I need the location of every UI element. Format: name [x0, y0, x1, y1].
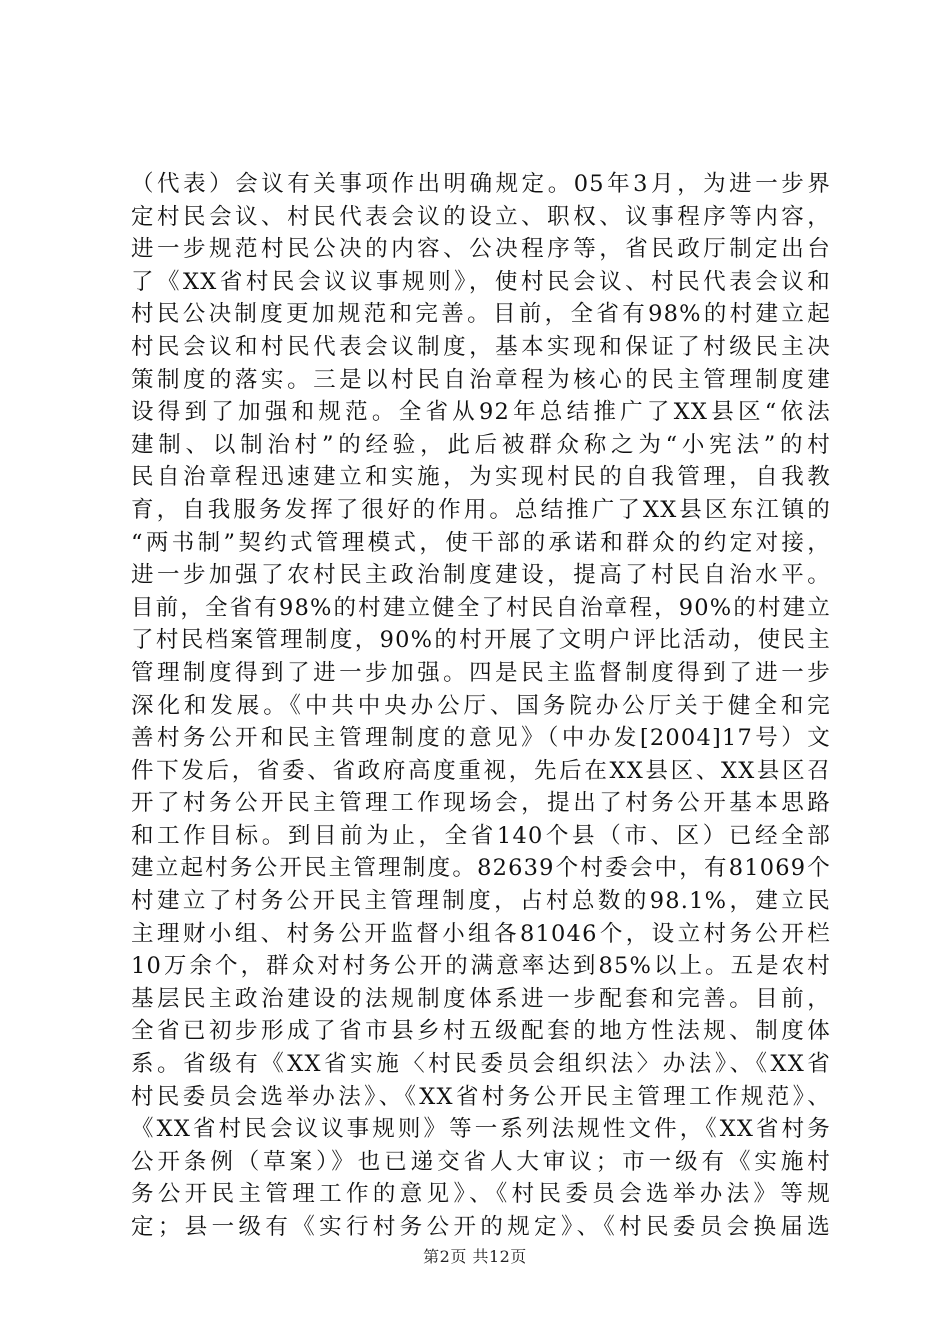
text-line: 《XX省村民会议议事规则》等一系列法规性文件，《XX省村务 [131, 1116, 831, 1143]
text-line: 和工作目标。到目前为止，全省140个县（市、区）已经全部 [131, 822, 831, 849]
text-line: 10万余个，群众对村务公开的满意率达到85%以上。五是农村 [131, 953, 831, 980]
text-line: 育，自我服务发挥了很好的作用。总结推广了XX县区东江镇的 [131, 496, 831, 523]
text-line: 务公开民主管理工作的意见》、《村民委员会选举办法》等规 [131, 1181, 831, 1208]
page-number-label: 第2页 共12页 [423, 1247, 527, 1266]
text-line: 建制、以制治村”的经验，此后被群众称之为“小宪法”的村 [131, 431, 831, 458]
text-line: “两书制”契约式管理模式，使干部的承诺和群众的约定对接， [131, 529, 831, 556]
text-line: 了《XX省村民会议议事规则》，使村民会议、村民代表会议和 [131, 268, 831, 295]
text-line: 了村民档案管理制度，90%的村开展了文明户评比活动，使民主 [131, 627, 831, 654]
text-line: 开了村务公开民主管理工作现场会，提出了村务公开基本思路 [131, 790, 831, 817]
text-line: （代表）会议有关事项作出明确规定。05年3月，为进一步界 [131, 171, 831, 197]
page-footer [0, 1244, 950, 1267]
text-line: 基层民主政治建设的法规制度体系进一步配套和完善。目前， [131, 985, 831, 1012]
text-line: 策制度的落实。三是以村民自治章程为核心的民主管理制度建 [131, 366, 831, 393]
body-text [131, 168, 831, 1244]
text-line: 系。省级有《XX省实施〈村民委员会组织法〉办法》、《XX省 [131, 1051, 831, 1078]
text-line: 主理财小组、村务公开监督小组各81046个，设立村务公开栏 [131, 920, 831, 947]
text-line: 件下发后，省委、省政府高度重视，先后在XX县区、XX县区召 [131, 757, 831, 784]
text-line: 善村务公开和民主管理制度的意见》（中办发[2004]17号）文 [131, 725, 831, 752]
text-line: 民自治章程迅速建立和实施，为实现村民的自我管理，自我教 [131, 464, 831, 491]
text-line: 进一步规范村民公决的内容、公决程序等，省民政厅制定出台 [131, 236, 831, 263]
text-line: 村民委员会选举办法》、《XX省村务公开民主管理工作规范》、 [131, 1083, 831, 1110]
text-line: 村建立了村务公开民主管理制度，占村总数的98.1%，建立民 [131, 888, 831, 915]
text-line: 进一步加强了农村民主政治制度建设，提高了村民自治水平。 [131, 562, 831, 589]
text-line: 公开条例（草案）》也已递交省人大审议；市一级有《实施村 [131, 1148, 831, 1175]
text-line: 村民会议和村民代表会议制度，基本实现和保证了村级民主决 [131, 333, 831, 360]
text-line: 建立起村务公开民主管理制度。82639个村委会中，有81069个 [131, 855, 831, 882]
text-line: 管理制度得到了进一步加强。四是民主监督制度得到了进一步 [131, 659, 831, 686]
text-line: 定；县一级有《实行村务公开的规定》、《村民委员会换届选 [131, 1214, 831, 1240]
text-line: 深化和发展。《中共中央办公厅、国务院办公厅关于健全和完 [131, 692, 831, 719]
text-line: 设得到了加强和规范。全省从92年总结推广了XX县区“依法 [131, 399, 831, 426]
text-line: 全省已初步形成了省市县乡村五级配套的地方性法规、制度体 [131, 1018, 831, 1045]
text-line: 定村民会议、村民代表会议的设立、职权、议事程序等内容， [131, 203, 831, 230]
text-line: 目前，全省有98%的村建立健全了村民自治章程，90%的村建立 [131, 594, 831, 621]
text-line: 村民公决制度更加规范和完善。目前，全省有98%的村建立起 [131, 301, 831, 328]
